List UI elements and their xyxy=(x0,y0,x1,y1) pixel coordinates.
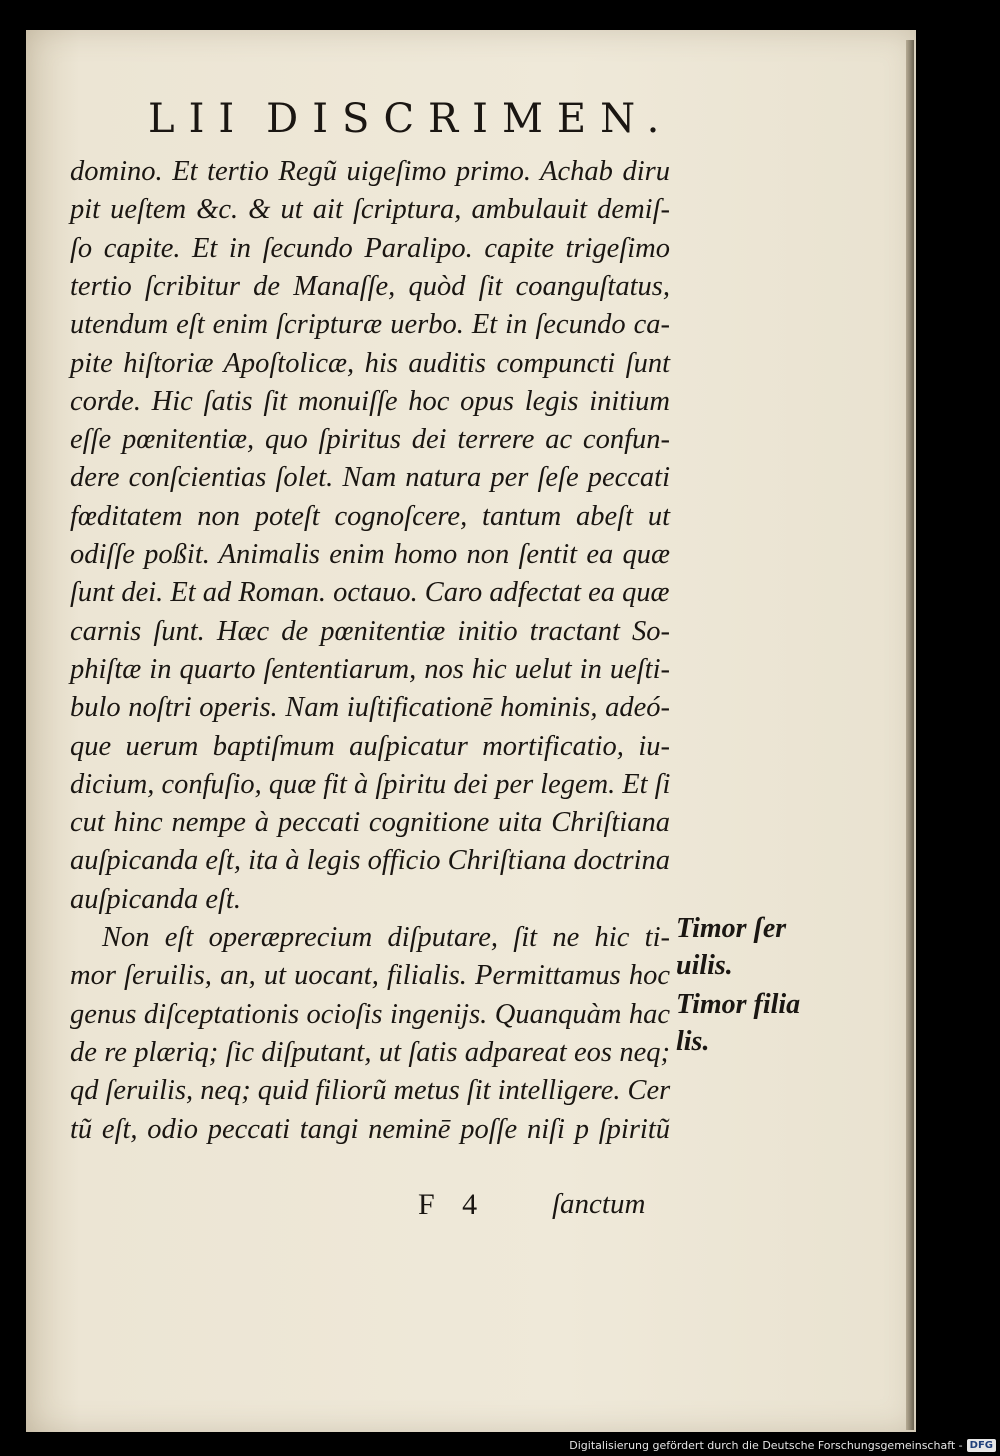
running-head-title: DISCRIMEN. xyxy=(266,96,674,142)
text-line: auſpicanda eſt, ita à legis officio Chriſtiana doctrina xyxy=(70,845,671,877)
text-line: utendum eſt enim ſcripturæ uerbo. Et in ſecundo ca- xyxy=(70,309,670,341)
text-line: ſunt dei. Et ad Roman. octauo. Caro adfectat ea quæ xyxy=(70,577,670,609)
running-head-folio: LII xyxy=(148,96,249,142)
margin-note: lis. xyxy=(676,1026,710,1057)
text-line: Non eſt operæprecium diſputare, ſit ne hic ti- xyxy=(102,922,670,953)
margin-note: Timor ſer xyxy=(676,913,787,944)
text-line: odiſſe poßit. Animalis enim homo non ſentit ea quæ xyxy=(70,539,670,570)
text-line: pit ueſtem &c. & ut ait ſcriptura, ambulauit demiſ- xyxy=(70,194,670,226)
text-line: pite hiſtoriæ Apoſtolicæ, his auditis compuncti ſunt xyxy=(70,347,670,379)
text-line: tũ eſt, odio peccati tangi neminē poſſe niſi p ſpiritũ xyxy=(70,1113,670,1145)
text-line: genus diſceptationis ocioſis ingenijs. Quanquàm hac xyxy=(70,998,670,1030)
dfg-logo[interactable]: DFG xyxy=(967,1439,996,1452)
text-line: domino. Et tertio Regũ uigeſimo primo. Achab diru xyxy=(70,156,670,187)
signature-mark: F 4 xyxy=(418,1188,488,1221)
text-line: carnis ſunt. Hæc de pœnitentiæ initio tractant So- xyxy=(70,615,670,647)
text-line: eſſe pœnitentiæ, quo ſpiritus dei terrere ac confun- xyxy=(70,424,670,456)
text-line: dere conſcientias ſolet. Nam natura per ſeſe peccati xyxy=(70,462,670,494)
running-head xyxy=(148,96,691,142)
text-line: phiſtæ in quarto ſententiarum, nos hic uelut in ueſti- xyxy=(70,653,670,685)
credit-bar xyxy=(565,1434,1000,1456)
text-line: ſo capite. Et in ſecundo Paralipo. capite trigeſimo xyxy=(70,232,670,264)
text-line: cut hinc nempe à peccati cognitione uita Chriſtiana xyxy=(70,807,670,839)
catchword: ſanctum xyxy=(552,1188,646,1220)
text-line: mor ſeruilis, an, ut uocant, filialis. Permittamus hoc xyxy=(70,960,670,992)
text-line: corde. Hic ſatis ſit monuiſſe hoc opus legis initium xyxy=(70,385,670,417)
text-line: dicium, confuſio, quæ fit à ſpiritu dei per legem. Et ſi xyxy=(70,768,671,800)
text-line: tertio ſcribitur de Manaſſe, quòd ſit coanguſtatus, xyxy=(70,270,670,302)
credit-text: Digitalisierung gefördert durch die Deutsche Forschungsgemeinschaft - xyxy=(569,1438,963,1452)
text-line: fœditatem non poteſt cognoſcere, tantum abeſt ut xyxy=(70,500,670,532)
margin-note: Timor filia xyxy=(676,989,801,1020)
text-line: que uerum baptiſmum auſpicatur mortificatio, iu- xyxy=(70,730,670,762)
text-line: bulo noſtri operis. Nam iuſtificationē hominis, adeó- xyxy=(70,692,670,724)
text-line: de re plæriq; ſic diſputant, ut ſatis adpareat eos neq; xyxy=(70,1036,670,1068)
text-line: qd ſeruilis, neq; quid filiorũ metus ſit intelligere. Cer xyxy=(70,1075,671,1107)
margin-note: uilis. xyxy=(676,950,733,981)
page-edge xyxy=(906,40,914,1430)
text-line: auſpicanda eſt. xyxy=(70,883,241,915)
